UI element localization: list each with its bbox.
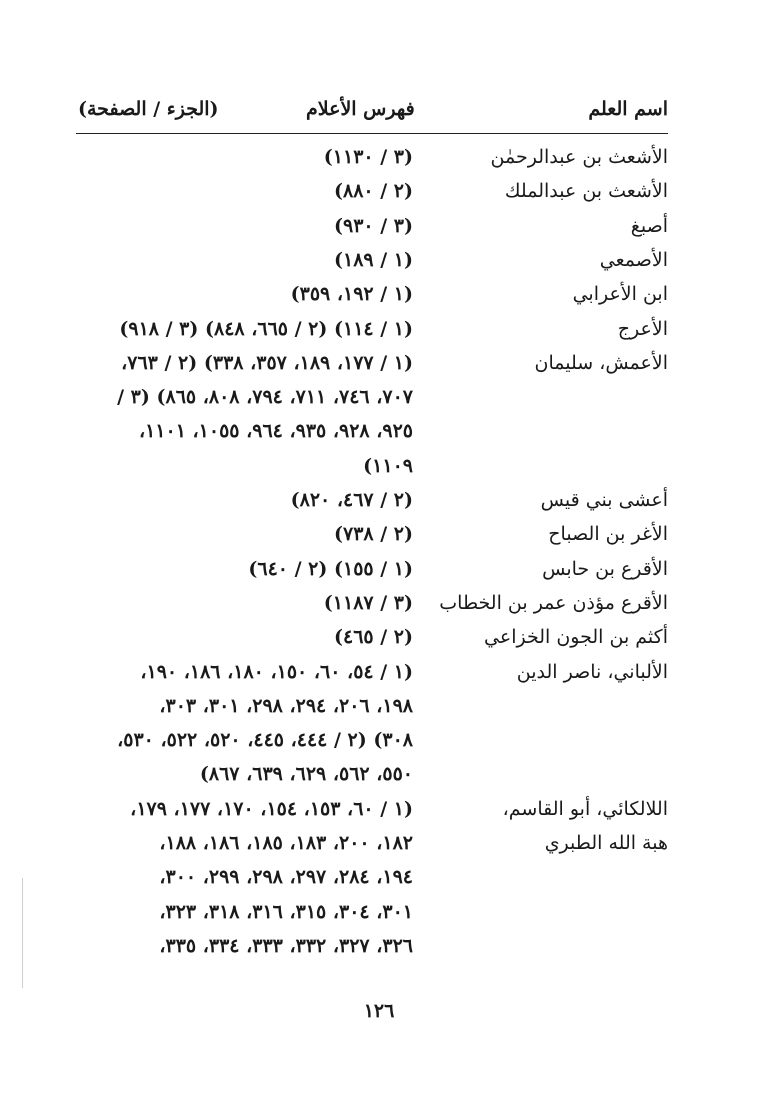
- entry-name: الأعمش، سليمان: [534, 352, 668, 374]
- entry-name: الأصمعي: [599, 249, 668, 271]
- entry-name: الأعرج: [617, 318, 668, 340]
- entry-references: (١ / ١١٤) (٢ / ٦٦٥، ٨٤٨) (٣ / ٩١٨): [119, 318, 413, 340]
- column-header-name: اسم العلم: [588, 98, 668, 120]
- entry-references: ٩٢٥، ٩٢٨، ٩٣٥، ٩٦٤، ١٠٥٥، ١١٠١،: [138, 420, 413, 442]
- entry-references: (٢ / ٤٦٥): [333, 626, 413, 648]
- page-title: فهرس الأعلام: [306, 98, 415, 120]
- column-header-reference: (الجزء / الصفحة): [78, 98, 219, 120]
- entry-references: ٧٠٧، ٧٤٦، ٧١١، ٧٩٤، ٨٠٨، ٨٦٥) (٣ /: [117, 386, 413, 408]
- entry-references: (١ / ٦٠، ١٥٣، ١٥٤، ١٧٠، ١٧٧، ١٧٩،: [130, 798, 413, 820]
- entry-references: ٣٠١، ٣٠٤، ٣١٥، ٣١٦، ٣١٨، ٣٢٣،: [159, 901, 413, 923]
- entry-references: ١٩٨، ٢٠٦، ٢٩٤، ٢٩٨، ٣٠١، ٣٠٣،: [159, 695, 413, 717]
- entry-name: الأغر بن الصباح: [548, 523, 668, 545]
- entry-references: (٣ / ١١٨٧): [323, 592, 413, 614]
- entry-references: ٣٢٦، ٣٢٧، ٣٣٢، ٣٣٣، ٣٣٤، ٣٣٥،: [159, 935, 413, 957]
- entry-references: (١ / ٥٤، ٦٠، ١٥٠، ١٨٠، ١٨٦، ١٩٠،: [140, 661, 413, 683]
- entry-references: ١٨٢، ٢٠٠، ١٨٣، ١٨٥، ١٨٦، ١٨٨،: [159, 832, 413, 854]
- entry-references: ١٩٤، ٢٨٤، ٢٩٧، ٢٩٨، ٢٩٩، ٣٠٠،: [159, 866, 413, 888]
- entry-name: ابن الأعرابي: [572, 283, 668, 305]
- entry-references: ١١٠٩): [363, 455, 413, 477]
- entry-references: (١ / ١٩٢، ٣٥٩): [290, 283, 413, 305]
- entry-name: الأقرع مؤذن عمر بن الخطاب: [439, 592, 668, 614]
- entry-name: الأشعث بن عبدالرحمٰن: [490, 146, 668, 168]
- entry-references: (٣ / ٩٣٠): [333, 215, 413, 237]
- entry-name: أصبغ: [630, 215, 668, 237]
- header-rule: [76, 133, 668, 134]
- entry-references: (١ / ١٨٩): [333, 249, 413, 271]
- entry-name: هبة الله الطبري: [544, 832, 668, 854]
- entry-references: (١ / ١٧٧، ١٨٩، ٣٥٧، ٣٣٨) (٢ / ٧٦٣،: [121, 352, 413, 374]
- entry-name: الألباني، ناصر الدين: [516, 661, 668, 683]
- entry-references: (١ / ١٥٥) (٢ / ٦٤٠): [248, 558, 413, 580]
- entry-references: (٢ / ٤٦٧، ٨٢٠): [290, 489, 413, 511]
- entry-references: (٣ / ١١٣٠): [323, 146, 413, 168]
- entry-name: أكثم بن الجون الخزاعي: [484, 626, 668, 648]
- entry-references: (٢ / ٧٣٨): [333, 523, 413, 545]
- entry-name: الأشعث بن عبدالملك: [504, 180, 668, 202]
- entry-references: ٣٠٨) (٢ / ٤٤٤، ٤٤٥، ٥٢٠، ٥٢٢، ٥٣٠،: [117, 729, 413, 751]
- page-number: ١٢٦: [363, 1000, 395, 1022]
- margin-line: [22, 878, 23, 988]
- entry-references: ٥٥٠، ٥٦٢، ٦٢٩، ٦٣٩، ٨٦٧): [199, 763, 413, 785]
- entry-name: أعشى بني قيس: [540, 489, 668, 511]
- entry-references: (٢ / ٨٨٠): [333, 180, 413, 202]
- entry-name: الأقرع بن حابس: [542, 558, 668, 580]
- entry-name: اللالكائي، أبو القاسم،: [502, 798, 668, 820]
